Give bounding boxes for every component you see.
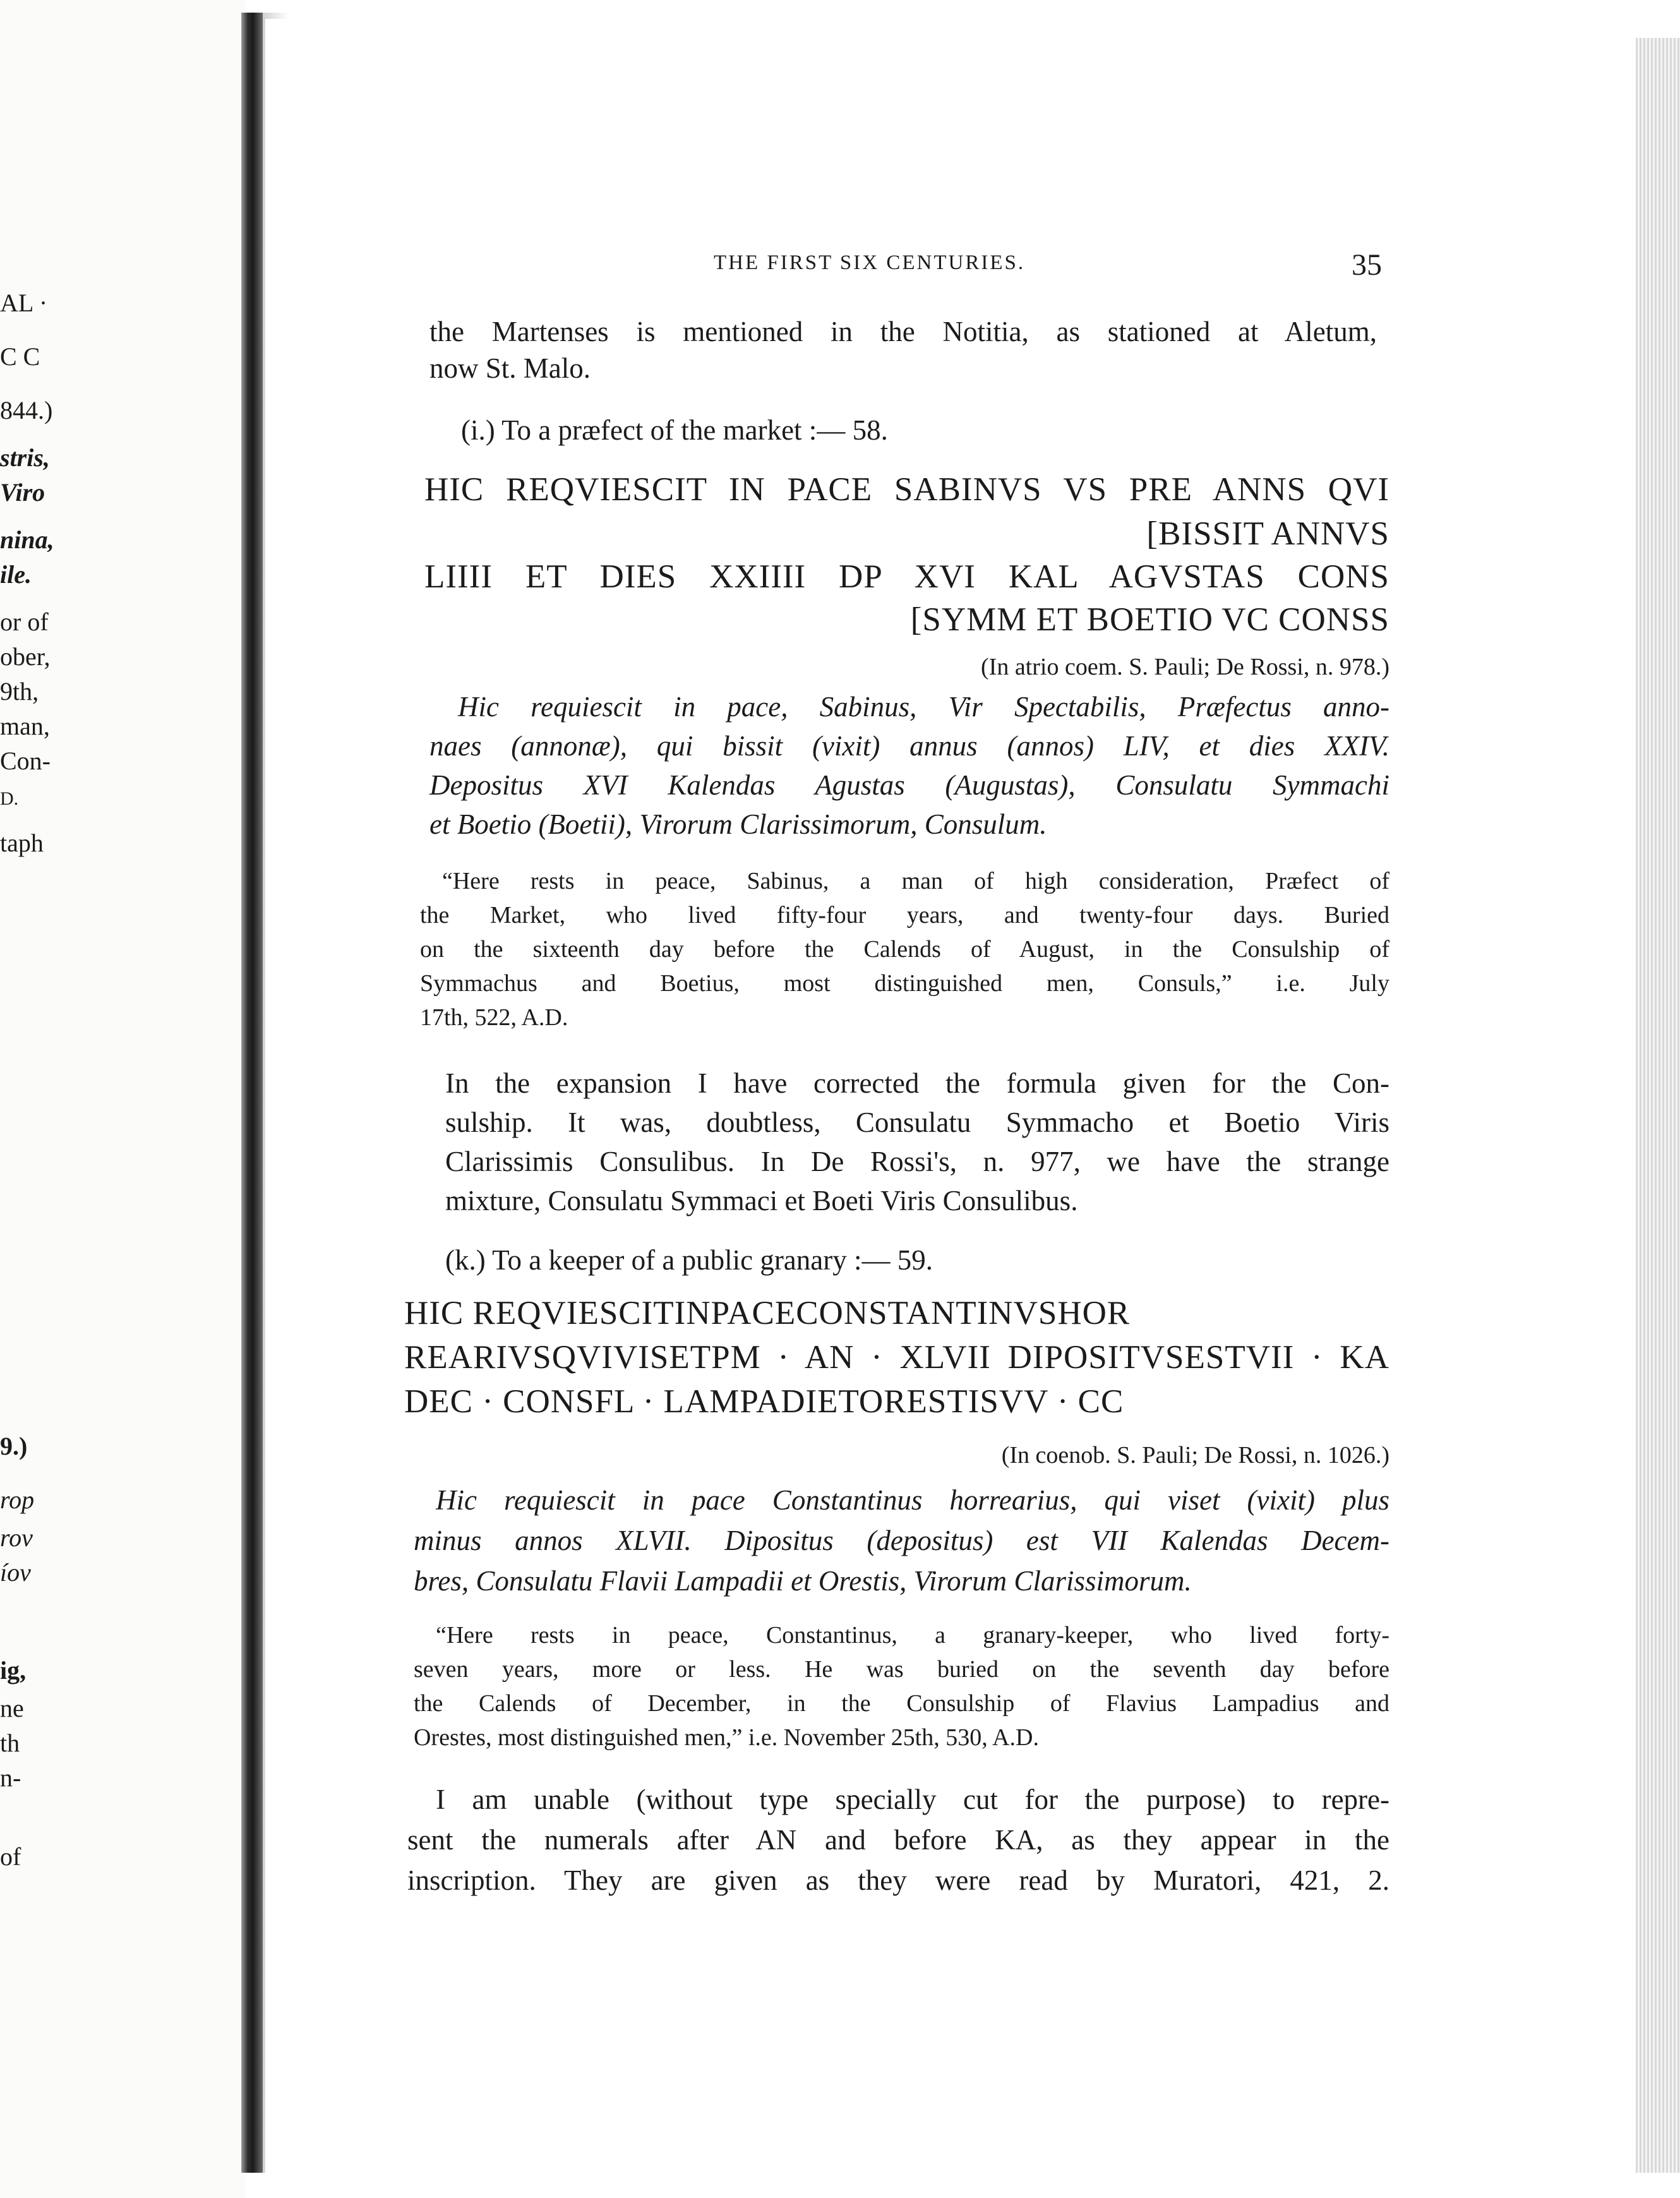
facing-page-fragment: th xyxy=(0,1729,20,1757)
translation-line: Orestes, most distinguished men,” i.e. November 25th, 530, A.D. xyxy=(414,1724,1039,1751)
facing-page-fragment: Viro xyxy=(0,478,45,507)
translation-line: seven years, more or less. He was buried on the seventh day before xyxy=(414,1656,1389,1683)
section-heading: (i.) To a præfect of the market :— 58. xyxy=(461,414,888,446)
facing-page-fragment: ne xyxy=(0,1694,24,1722)
translation-line: 17th, 522, A.D. xyxy=(420,1004,568,1031)
facing-page-fragment: ig, xyxy=(0,1656,27,1685)
inscription-line: REARIVSQVIVISETPM · AN · XLVII DIPOSITVSESTVII · KA xyxy=(404,1339,1389,1376)
facing-page-fragment: of xyxy=(0,1842,21,1871)
facing-page-fragment: ile. xyxy=(0,560,32,589)
translation-line: Symmachus and Boetius, most distinguished men, Consuls,” i.e. July xyxy=(420,970,1389,997)
reference-line: (In coenob. S. Pauli; De Rossi, n. 1026.) xyxy=(1001,1442,1389,1468)
latin-line: bres, Consulatu Flavii Lampadii et Orestis, Virorum Clarissimorum. xyxy=(414,1565,1192,1597)
body-line: sent the numerals after AN and before KA, as they appear in the xyxy=(407,1824,1389,1856)
inscription-line: LIIII ET DIES XXIIII DP XVI KAL AGVSTAS CONS xyxy=(424,558,1389,595)
body-line: the Martenses is mentioned in the Notitia, as stationed at Aletum, xyxy=(429,316,1377,347)
book-gutter xyxy=(241,13,263,2173)
facing-page-fragment: 9.) xyxy=(0,1432,28,1460)
translation-line: on the sixteenth day before the Calends of August, in the Consulship of xyxy=(420,936,1389,963)
page-number: 35 xyxy=(1352,248,1382,282)
latin-line: minus annos XLVII. Dipositus (depositus) est VII Kalendas Decem- xyxy=(414,1525,1389,1556)
translation-line: “Here rests in peace, Sabinus, a man of high consideration, Præfect of xyxy=(442,868,1389,894)
facing-page-fragment: ober, xyxy=(0,642,51,671)
translation-line: the Market, who lived fifty-four years, and twenty-four days. Buried xyxy=(420,902,1389,928)
reference-line: (In atrio coem. S. Pauli; De Rossi, n. 978.) xyxy=(981,654,1389,680)
facing-page-fragment: 844.) xyxy=(0,396,53,424)
section-heading: (k.) To a keeper of a public granary :— 59. xyxy=(445,1244,933,1276)
body-line: now St. Malo. xyxy=(429,352,591,384)
inscription-line: [BISSIT ANNVS xyxy=(1146,515,1389,552)
facing-page-fragment: rov xyxy=(0,1523,33,1552)
facing-page-fragment: or of xyxy=(0,608,49,636)
translation-line: “Here rests in peace, Constantinus, a granary-keeper, who lived forty- xyxy=(436,1622,1389,1648)
body-line: Clarissimis Consulibus. In De Rossi's, n. 977, we have the strange xyxy=(445,1146,1389,1177)
facing-page-fragment: AL · xyxy=(0,289,48,317)
facing-page-fragment: stris, xyxy=(0,443,50,472)
latin-line: Depositus XVI Kalendas Agustas (Augustas), Consulatu Symmachi xyxy=(429,769,1389,801)
body-line: I am unable (without type specially cut for the purpose) to repre- xyxy=(436,1784,1389,1815)
page-stack-edge xyxy=(1636,38,1680,2173)
running-head: THE FIRST SIX CENTURIES. xyxy=(714,251,1026,274)
facing-page-fragment: man, xyxy=(0,712,50,740)
translation-line: the Calends of December, in the Consulship of Flavius Lampadius and xyxy=(414,1690,1389,1717)
latin-line: naes (annonæ), qui bissit (vixit) annus (annos) LIV, et dies XXIV. xyxy=(429,730,1389,762)
facing-page-fragment: Con- xyxy=(0,747,51,775)
inscription-line: HIC REQVIESCITINPACECONSTANTINVSHOR xyxy=(404,1295,1131,1331)
facing-page-fragment: 9th, xyxy=(0,677,39,706)
inscription-line: [SYMM ET BOETIO VC CONSS xyxy=(910,601,1389,638)
inscription-line: HIC REQVIESCIT IN PACE SABINVS VS PRE ANNS QVI xyxy=(424,471,1389,508)
facing-page-fragment: íov xyxy=(0,1558,31,1587)
latin-line: et Boetio (Boetii), Virorum Clarissimorum, Consulum. xyxy=(429,808,1047,840)
inscription-line: DEC · CONSFL · LAMPADIETORESTISVV · CC xyxy=(404,1383,1124,1420)
facing-page-fragment: D. xyxy=(0,788,19,809)
latin-line: Hic requiescit in pace, Sabinus, Vir Spectabilis, Præfectus anno- xyxy=(458,691,1389,723)
facing-page-fragment: taph xyxy=(0,829,44,857)
latin-line: Hic requiescit in pace Constantinus horrearius, qui viset (vixit) plus xyxy=(436,1484,1389,1516)
facing-page-fragment: nina, xyxy=(0,525,54,554)
facing-page-fragment: C C xyxy=(0,342,40,371)
facing-page-fragment: n- xyxy=(0,1763,21,1792)
facing-page-edge xyxy=(0,0,246,2198)
facing-page-fragment: rop xyxy=(0,1486,35,1514)
body-line: inscription. They are given as they were read by Muratori, 421, 2. xyxy=(407,1865,1389,1896)
body-line: mixture, Consulatu Symmaci et Boeti Viris Consulibus. xyxy=(445,1185,1078,1216)
body-line: In the expansion I have corrected the formula given for the Con- xyxy=(445,1067,1389,1099)
body-line: sulship. It was, doubtless, Consulatu Symmacho et Boetio Viris xyxy=(445,1107,1389,1138)
